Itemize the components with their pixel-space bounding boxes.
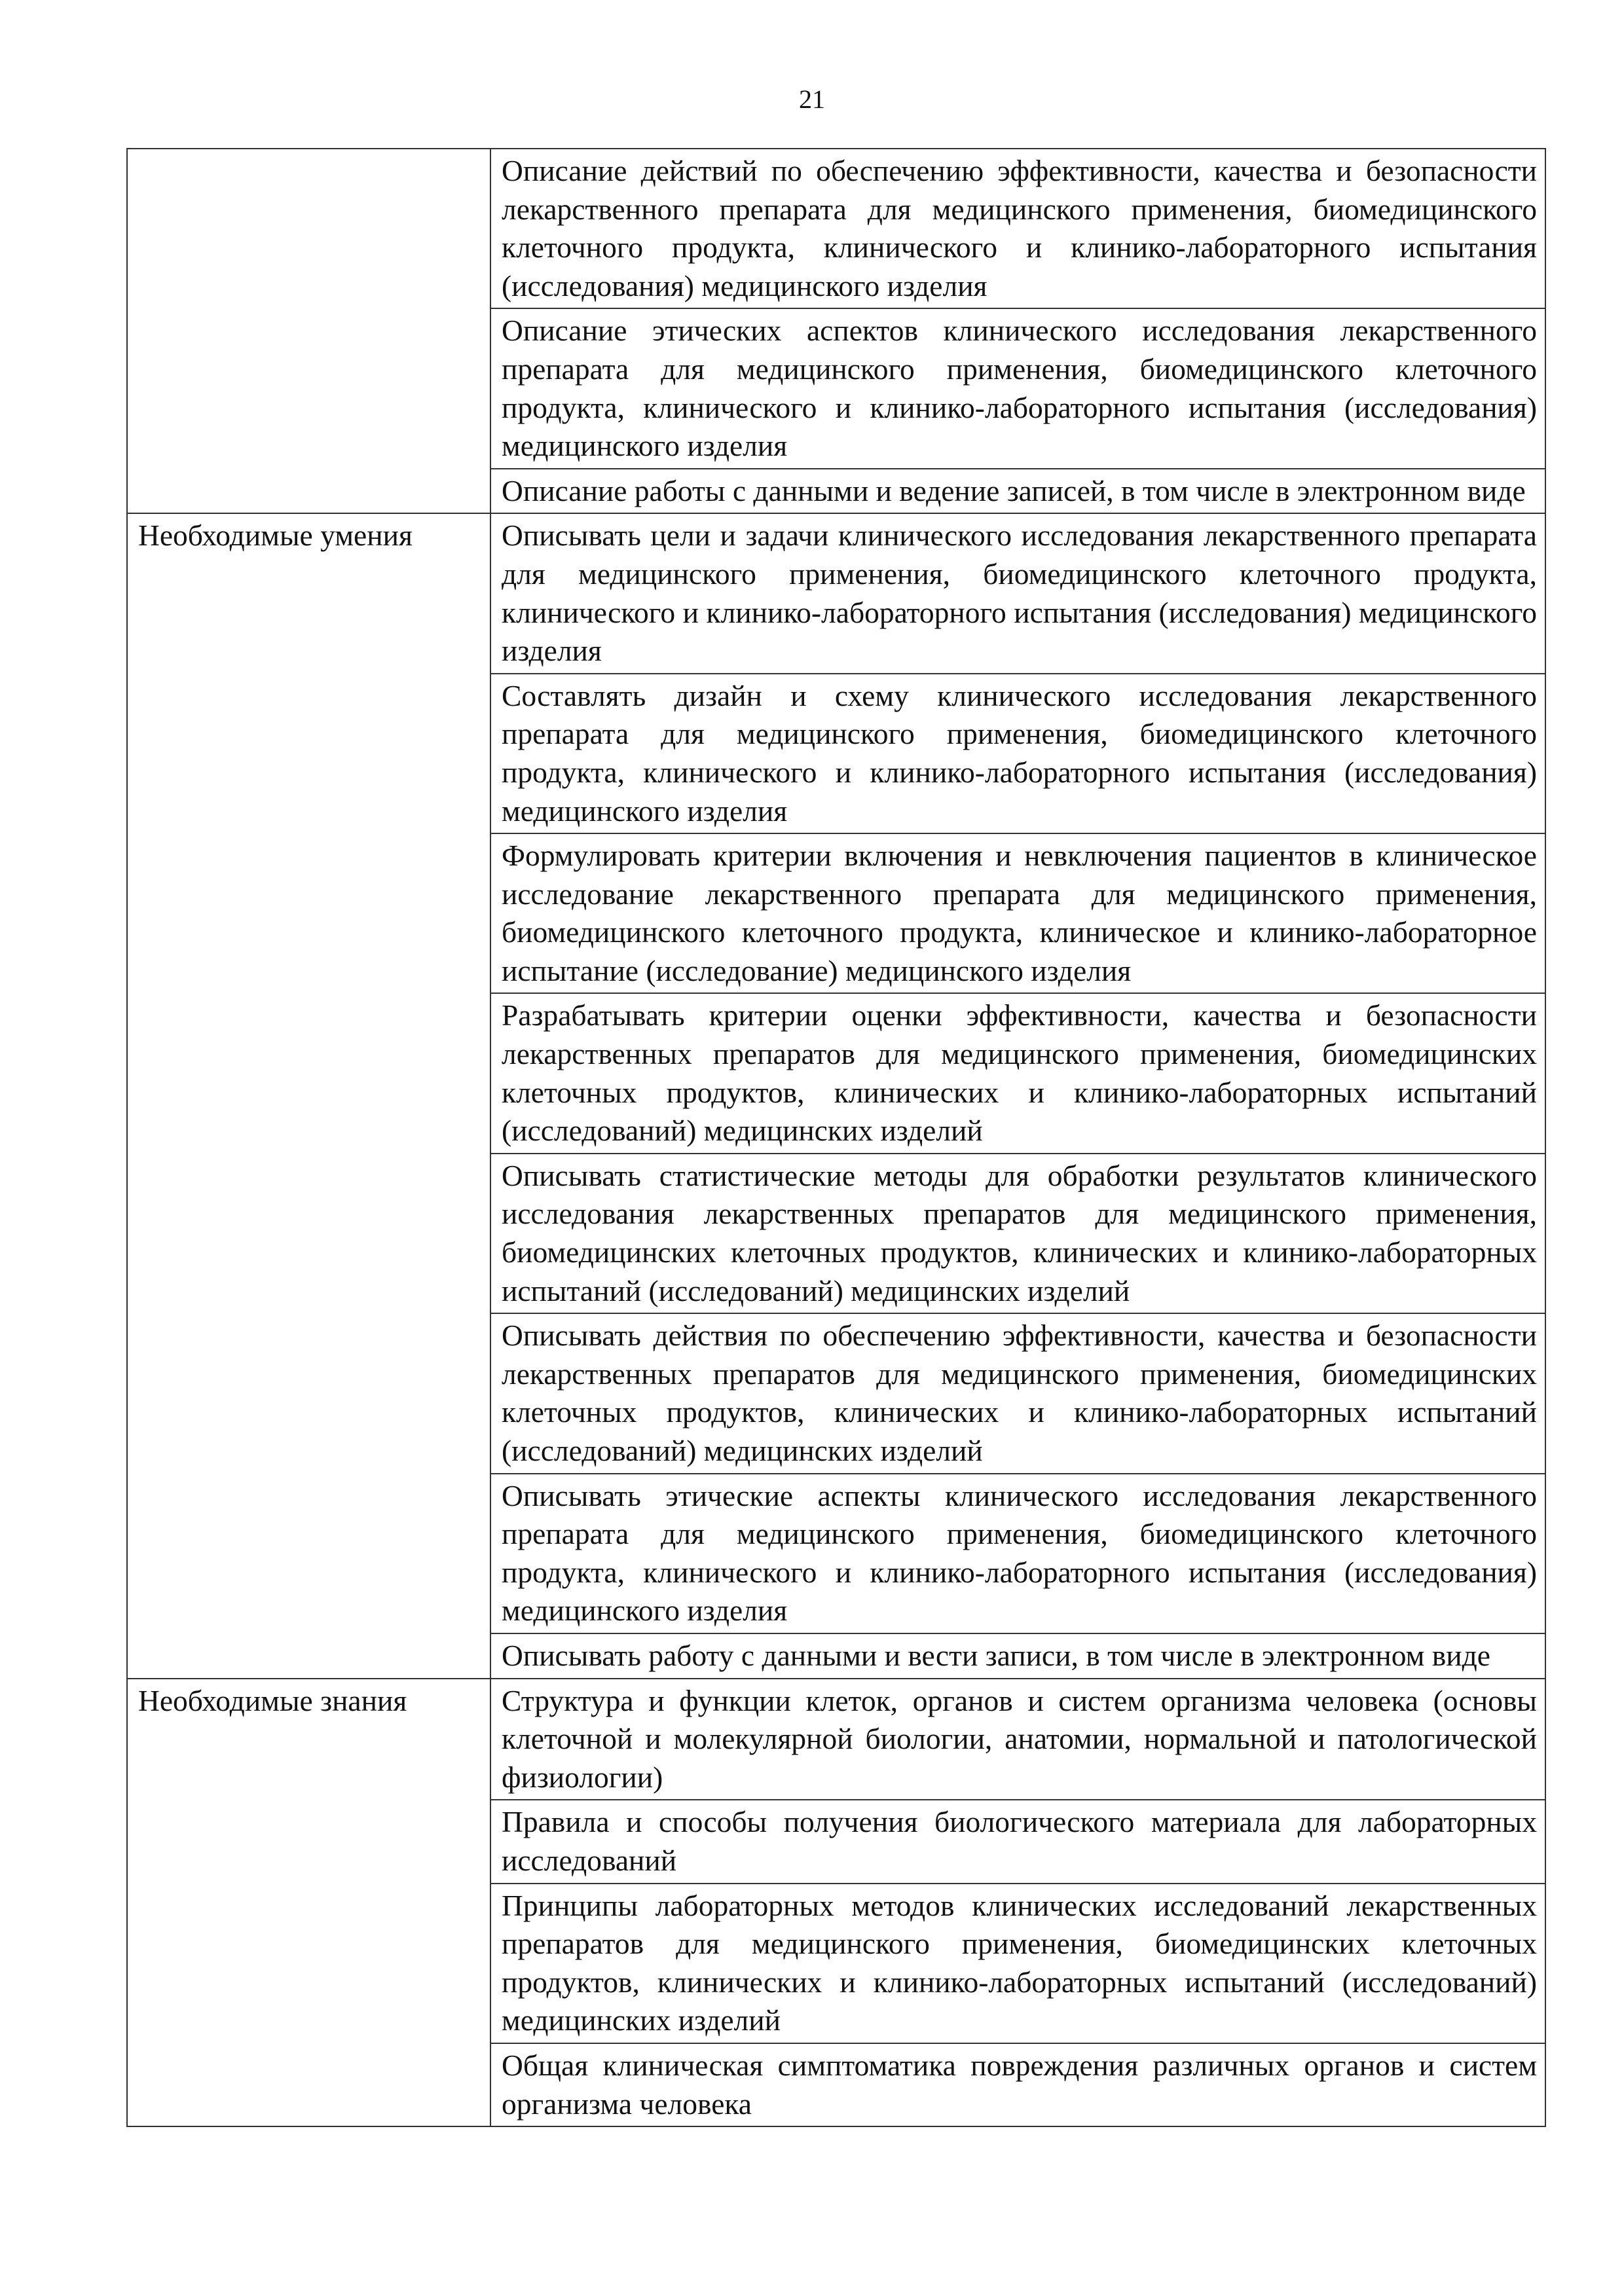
table-cell: Правила и способы получения биологического материала для лабораторных исследований — [490, 1800, 1545, 1883]
table-cell: Описание работы с данными и ведение записей, в том числе в электронном виде — [490, 469, 1545, 514]
table-cell: Описывать цели и задачи клинического исследования лекарственного препарата для медицинского применения, биомедицинского клеточного продукта, клинического и клинико-лабораторного испытания (исследования) медицинского изделия — [490, 513, 1545, 673]
table-cell: Описывать статистические методы для обработки результатов клинического исследования лекарственных препаратов для медицинского применения, биомедицинских клеточных продуктов, клинических и клинико-лабораторных испытаний (исследований) медицинских изделий — [490, 1154, 1545, 1313]
table-cell: Составлять дизайн и схему клинического исследования лекарственного препарата для медицинского применения, биомедицинского клеточного продукта, клинического и клинико-лабораторного испытания (исследования) медицинского изделия — [490, 674, 1545, 833]
table-cell: Описывать этические аспекты клинического исследования лекарственного препарата для медицинского применения, биомедицинского клеточного продукта, клинического и клинико-лабораторного испытания (исследования) медицинского изделия — [490, 1474, 1545, 1633]
table-row — [127, 1679, 1545, 1800]
requirements-table — [126, 148, 1546, 2127]
table-cell: Описание действий по обеспечению эффективности, качества и безопасности лекарственного препарата для медицинского применения, биомедицинского клеточного продукта, клинического и клинико-лабораторного испытания (исследования) медицинского изделия — [490, 149, 1545, 308]
table-cell: Принципы лабораторных методов клинических исследований лекарственных препаратов для медицинского применения, биомедицинских клеточных продуктов, клинических и клинико-лабораторных испытаний (исследований) медицинских изделий — [490, 1884, 1545, 2043]
section-label-knowledge: Необходимые знания — [127, 1679, 490, 2127]
section-label — [127, 149, 490, 513]
table-cell: Описание этических аспектов клинического исследования лекарственного препарата для медицинского применения, биомедицинского клеточного продукта, клинического и клинико-лабораторного испытания (исследования) медицинского изделия — [490, 308, 1545, 468]
table-cell: Общая клиническая симптоматика повреждения различных органов и систем организма человека — [490, 2043, 1545, 2126]
table-row — [127, 513, 1545, 673]
table-cell: Описывать работу с данными и вести записи, в том числе в электронном виде — [490, 1633, 1545, 1679]
table-cell: Формулировать критерии включения и невключения пациентов в клиническое исследование лекарственного препарата для медицинского применения, биомедицинского клеточного продукта, клиническое и клинико-лабораторное испытание (исследование) медицинского изделия — [490, 833, 1545, 993]
table-row — [127, 149, 1545, 308]
page-number: 21 — [799, 84, 825, 114]
table-cell: Разрабатывать критерии оценки эффективности, качества и безопасности лекарственных препаратов для медицинского применения, биомедицинских клеточных продуктов, клинических и клинико-лабораторных испытаний (исследований) медицинских изделий — [490, 993, 1545, 1153]
table-cell: Описывать действия по обеспечению эффективности, качества и безопасности лекарственных препаратов для медицинского применения, биомедицинских клеточных продуктов, клинических и клинико-лабораторных испытаний (исследований) медицинских изделий — [490, 1313, 1545, 1473]
section-label-skills: Необходимые умения — [127, 513, 490, 1678]
table-cell: Структура и функции клеток, органов и систем организма человека (основы клеточной и молекулярной биологии, анатомии, нормальной и патологической физиологии) — [490, 1679, 1545, 1800]
